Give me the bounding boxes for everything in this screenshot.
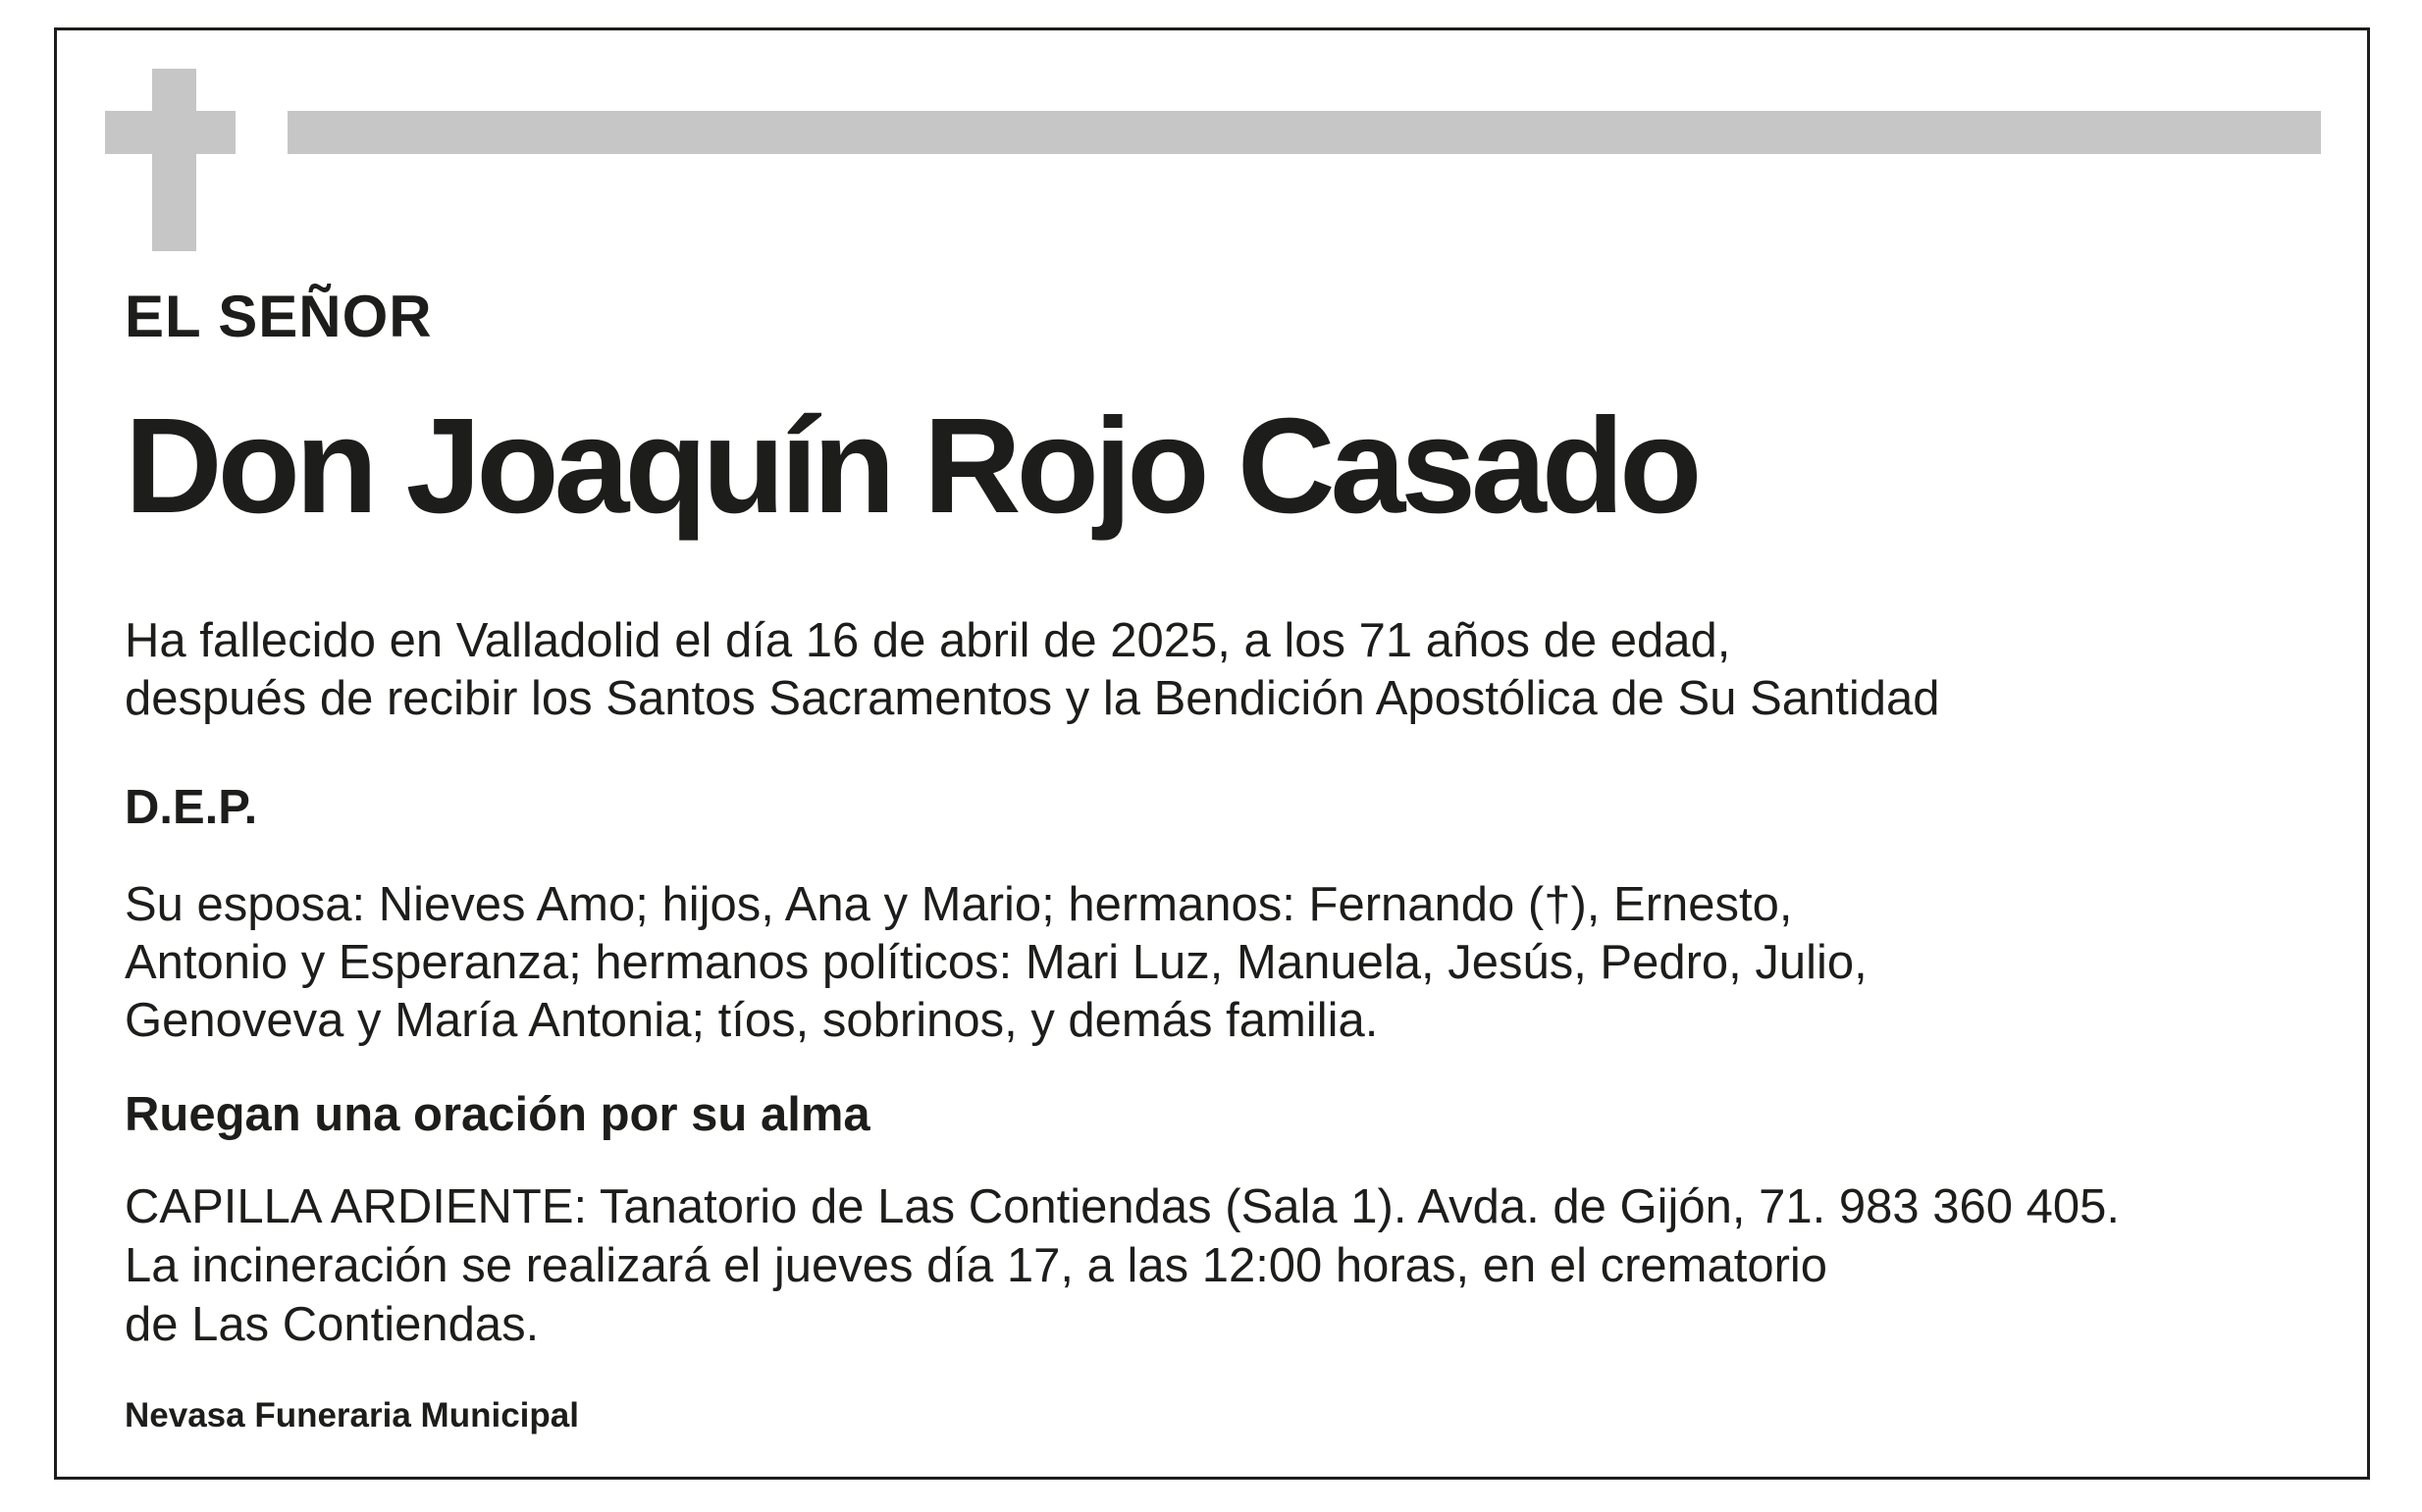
family-line: Antonio y Esperanza; hermanos políticos: Mari Luz, Manuela, Jesús, Pedro, Julio,	[125, 936, 1868, 989]
prayer-request: Ruegan una oración por su alma	[125, 1088, 870, 1141]
funeral-home-credit: Nevasa Funeraria Municipal	[125, 1396, 579, 1434]
cross-icon-vertical-bar	[152, 69, 196, 251]
family-line: Su esposa: Nieves Amo; hijos, Ana y Mario; hermanos: Fernando (†), Ernesto,	[125, 878, 1793, 931]
cross-icon-horizontal-bar	[105, 111, 236, 154]
ceremony-line: de Las Contiendas.	[125, 1298, 540, 1351]
notice-heading: EL SEÑOR	[125, 284, 433, 349]
header-divider	[288, 111, 2321, 154]
death-announcement-line: Ha fallecido en Valladolid el día 16 de abril de 2025, a los 71 años de edad,	[125, 614, 1731, 667]
ceremony-line: La incineración se realizará el jueves día 17, a las 12:00 horas, en el crematorio	[125, 1239, 1828, 1292]
death-announcement-line: después de recibir los Santos Sacramentos y la Bendición Apostólica de Su Santidad	[125, 672, 1940, 725]
deceased-name: Don Joaquín Rojo Casado	[125, 391, 1698, 542]
ceremony-line: CAPILLA ARDIENTE: Tanatorio de Las Contiendas (Sala 1). Avda. de Gijón, 71. 983 360 405.	[125, 1180, 2120, 1233]
family-line: Genoveva y María Antonia; tíos, sobrinos, y demás familia.	[125, 994, 1379, 1047]
rip-label: D.E.P.	[125, 781, 258, 834]
